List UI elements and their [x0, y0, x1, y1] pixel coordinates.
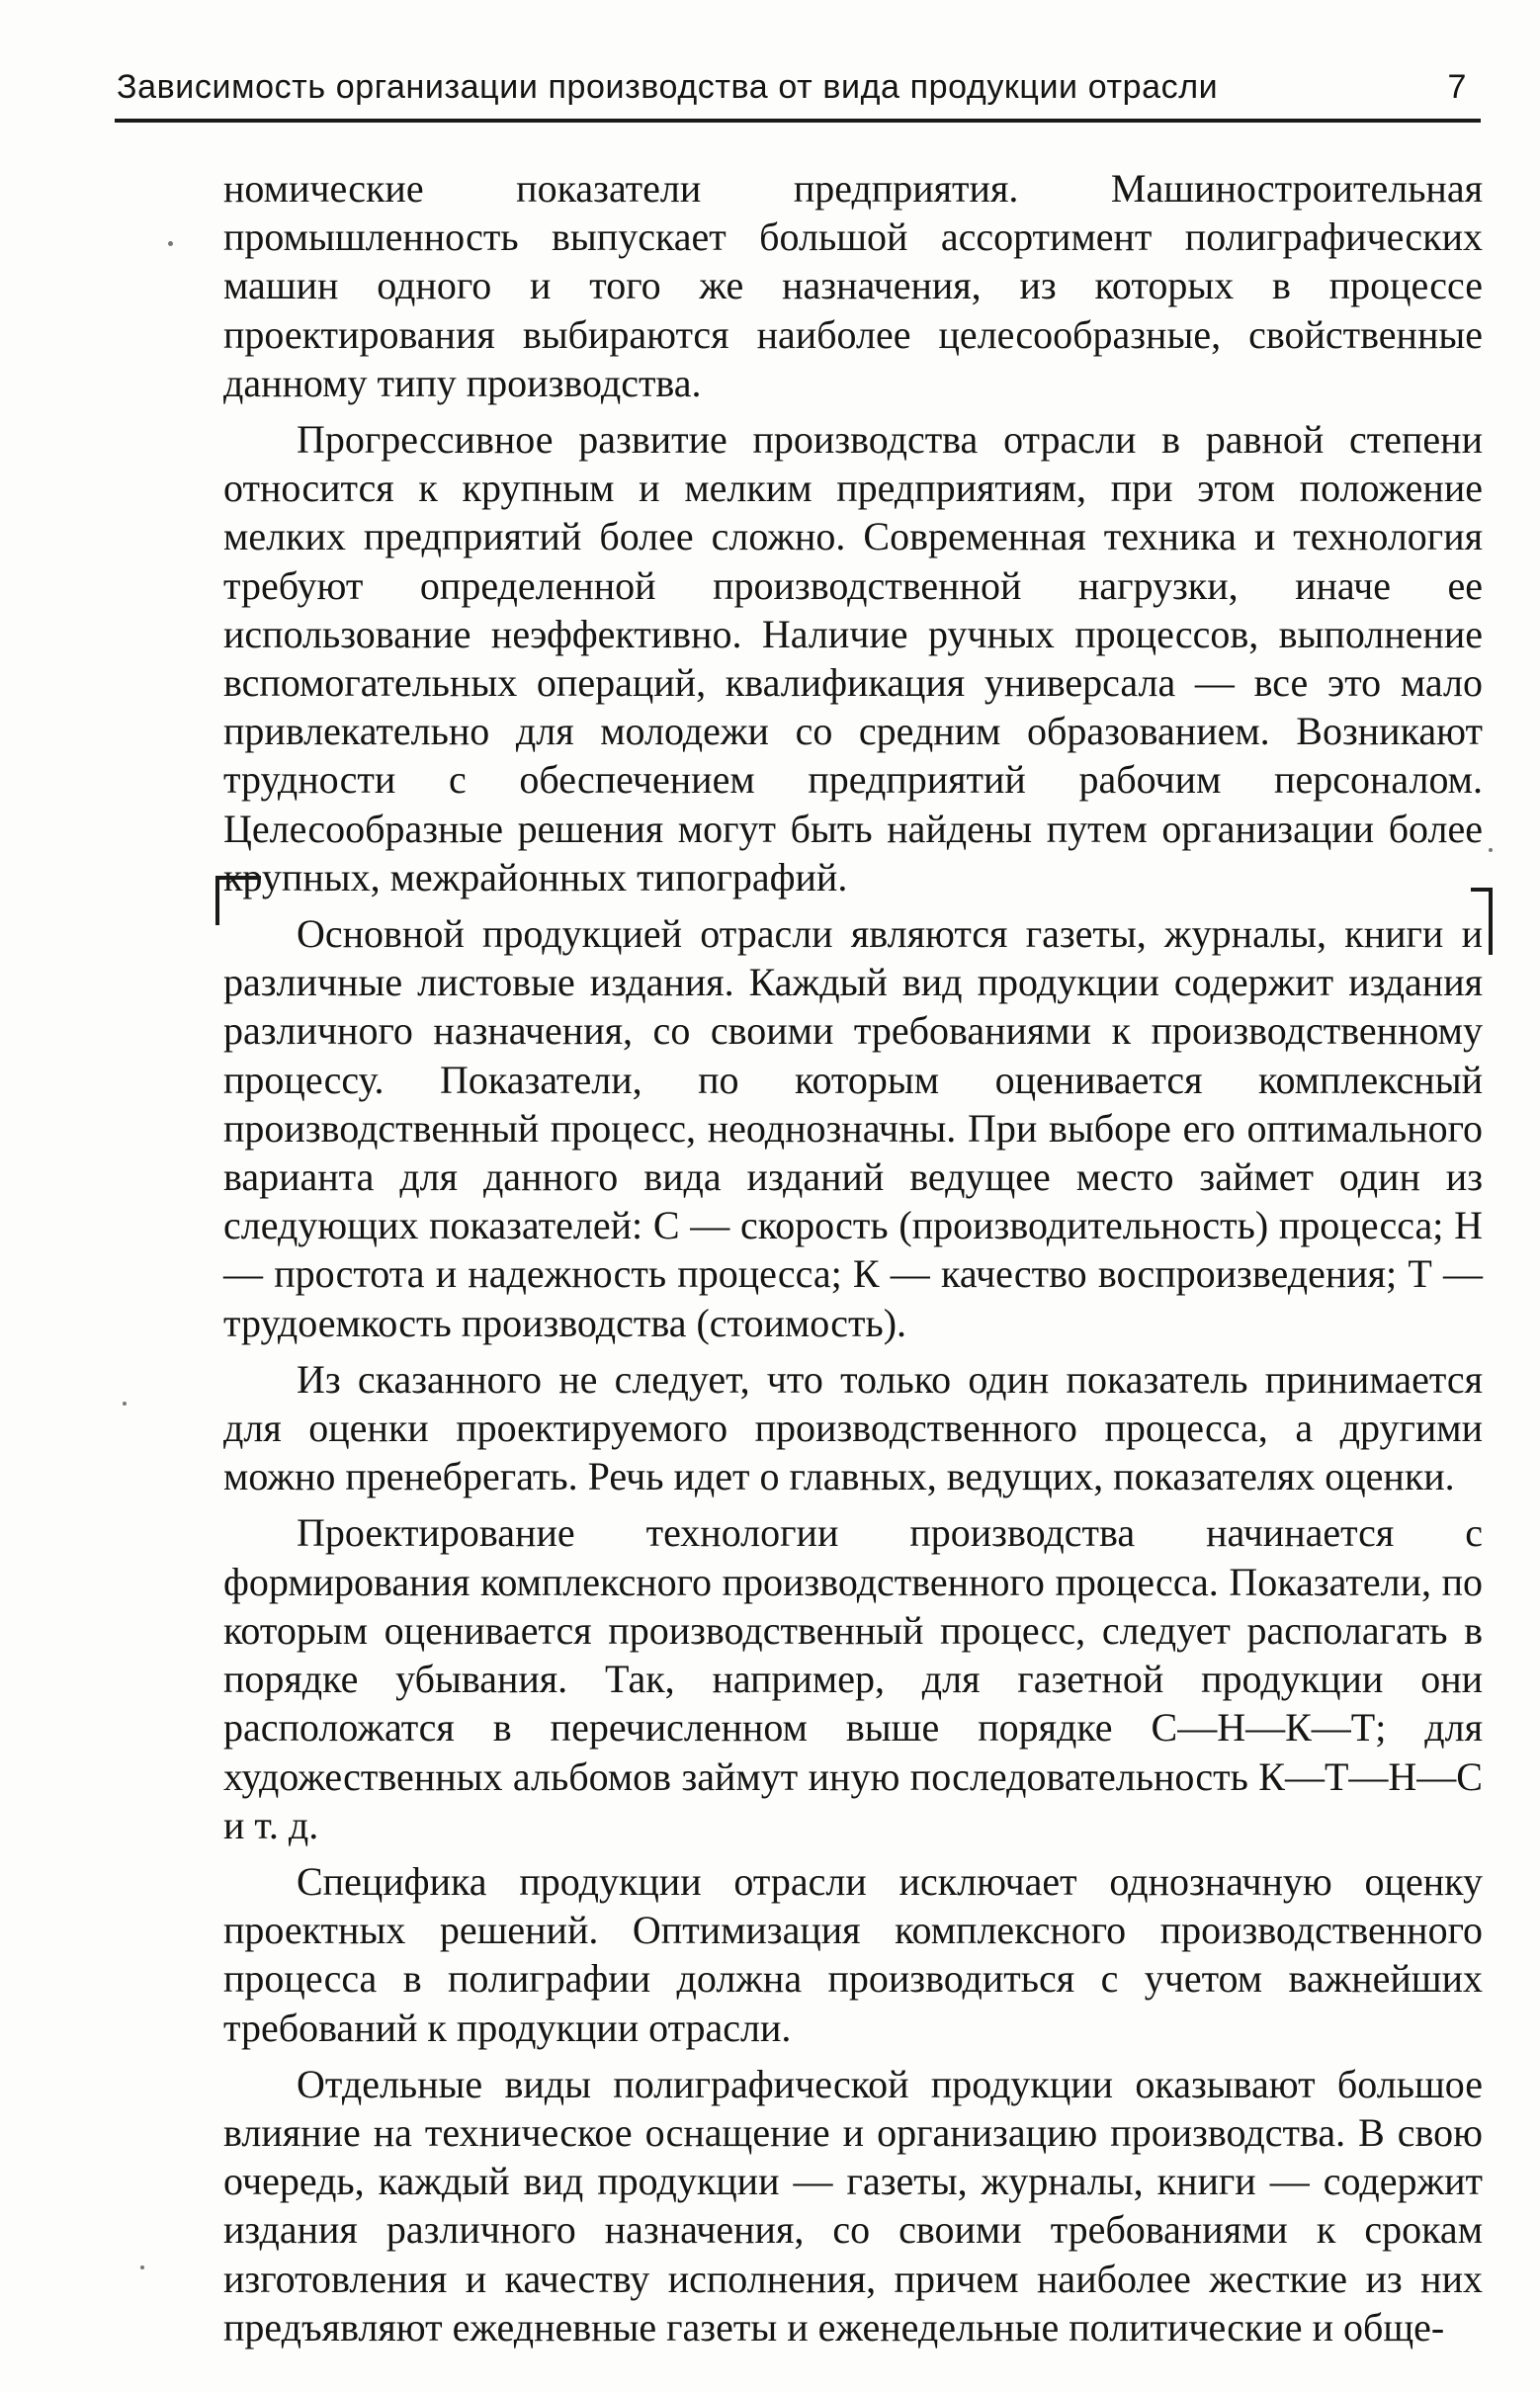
scan-speck [1489, 848, 1493, 852]
scan-speck [168, 241, 173, 246]
page-number: 7 [1447, 68, 1467, 106]
header-rule [115, 119, 1481, 123]
margin-bracket-left-mark [215, 876, 261, 925]
running-header-title: Зависимость организации производства от вида продукции отрасли [117, 68, 1219, 106]
running-header [117, 59, 1481, 115]
paragraph-3: Основной продукцией отрасли являются газеты, журналы, книги и различные листовые издания. Каждый вид продукции содержит издания различного назначения, со своими требованиями к производственному процессу. Показатели, по которым оценивается комплексный производственный процесс, неоднозначны. При выборе его оптимального варианта для данного вида изданий ведущее место займет один из следующих показателей: С — скорость (производительность) процесса; Н — простота и надежность процесса; К — качество воспроизведения; Т — трудоемкость производства (стоимость). [223, 911, 1483, 1345]
body-text [223, 164, 1483, 2351]
paragraph-6: Специфика продукции отрасли исключает однозначную оценку проектных решений. Оптимизация комплексного производственного процесса в полиграфии должна производиться с учетом важнейших требований к продукции отрасли. [223, 1858, 1483, 2050]
paragraph-2: Прогрессивное развитие производства отрасли в равной степени относится к крупным и мелким предприятиям, при этом положение мелких предприятий более сложно. Современная техника и технология требуют определенной производственной нагрузки, иначе ее использование неэффективно. Наличие ручных процессов, выполнение вспомогательных операций, квалификация универсала — все это мало привлекательно для молодежи со средним образованием. Возникают трудности с обеспечением предприятий рабочим персоналом. Целесообразные решения могут быть найдены путем организации более крупных, межрайонных типографий. [223, 417, 1483, 899]
paragraph-4: Из сказанного не следует, что только один показатель принимается для оценки проектируемого производственного процесса, а другими можно пренебрегать. Речь идет о главных, ведущих, показателях оценки. [223, 1356, 1483, 1499]
margin-bracket-right-mark [1471, 888, 1493, 955]
paragraph-5: Проектирование технологии производства начинается с формирования комплексного производственного процесса. Показатели, по которым оценивается производственный процесс, следует располагать в порядке убывания. Так, например, для газетной продукции они расположатся в перечисленном выше порядке С—Н—К—Т; для художественных альбомов займут иную последовательность К—Т—Н—С и т. д. [223, 1510, 1483, 1847]
scan-speck [123, 1402, 127, 1406]
scan-speck [140, 2265, 144, 2269]
paragraph-7: Отдельные виды полиграфической продукции оказывают большое влияние на техническое оснащение и организацию производства. В свою очередь, каждый вид продукции — газеты, журналы, книги — содержит издания различного назначения, со своими требованиями к срокам изготовления и качеству исполнения, причем наиболее жесткие из них предъявляют ежедневные газеты и еженедельные политические и обще- [223, 2061, 1483, 2349]
paragraph-1: номические показатели предприятия. Машиностроительная промышленность выпускает большой ассортимент полиграфических машин одного и того же назначения, из которых в процессе проектирования выбираются наиболее целесообразные, свойственные данному типу производства. [223, 166, 1483, 405]
